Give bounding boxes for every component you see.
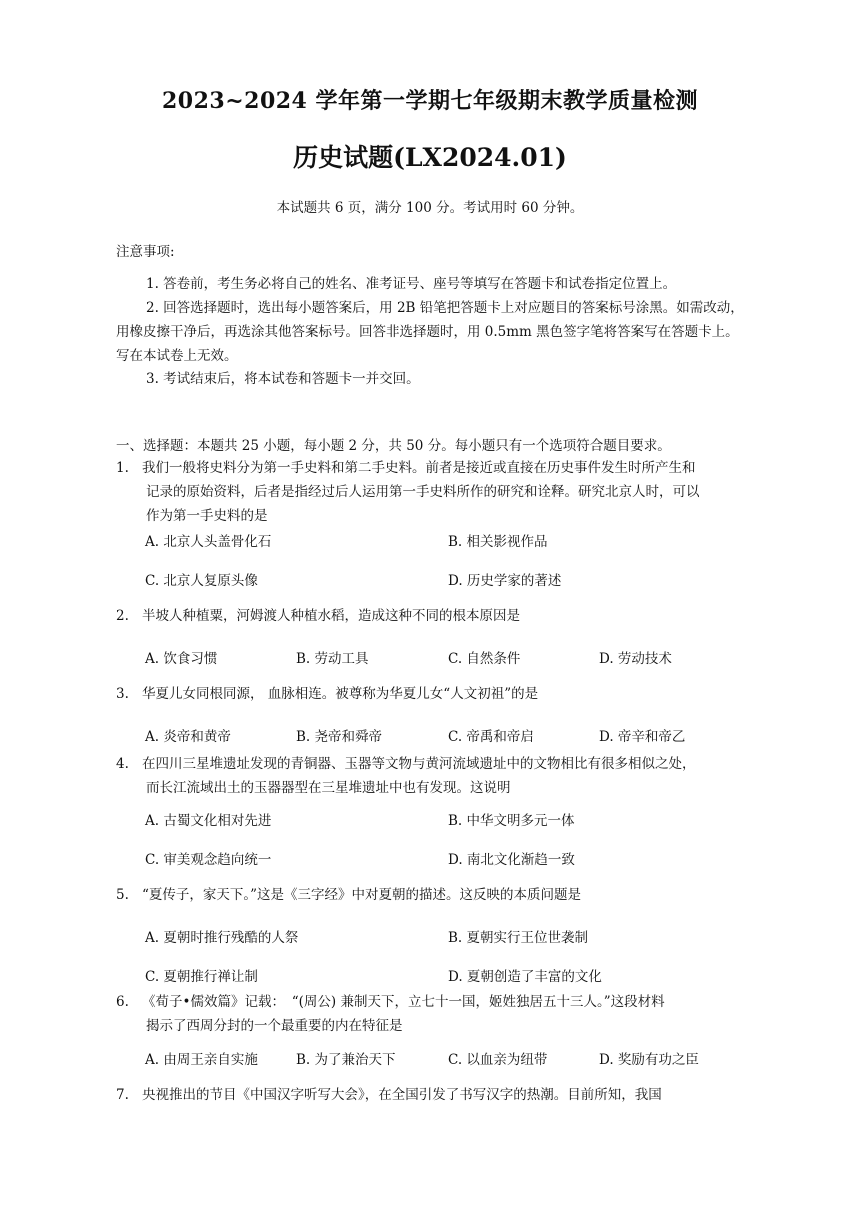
question-number: 3. <box>116 686 129 702</box>
option-a: A. 夏朝时推行残酷的人祭 <box>145 930 299 946</box>
question-6 <box>116 990 746 1038</box>
option-a: A. 饮食习惯 <box>145 651 218 667</box>
question-number: 2. <box>116 608 129 624</box>
question-number: 7. <box>116 1087 129 1103</box>
question-7 <box>116 1083 746 1107</box>
option-d: D. 帝辛和帝乙 <box>599 729 686 745</box>
question-text: 而长江流域出土的玉器器型在三星堆遗址中也有发现。这说明 <box>146 780 511 796</box>
section-heading: 一、选择题：本题共 25 小题，每小题 2 分，共 50 分。每小题只有一个选项符合题目要求。 <box>116 438 671 454</box>
option-c: C. 夏朝推行禅让制 <box>145 969 258 985</box>
option-c: C. 自然条件 <box>448 651 521 667</box>
question-text: “夏传子，家天下。”这是《三字经》中对夏朝的描述。这反映的本质问题是 <box>142 887 582 903</box>
option-c: C. 北京人复原头像 <box>145 573 258 589</box>
option-d: D. 夏朝创造了丰富的文化 <box>448 969 602 985</box>
option-c: C. 以血亲为纽带 <box>448 1052 548 1068</box>
option-b: B. 相关影视作品 <box>448 534 548 550</box>
note-item: 3. 考试结束后，将本试卷和答题卡一并交回。 <box>146 371 420 387</box>
option-d: D. 劳动技术 <box>599 651 672 667</box>
option-b: B. 夏朝实行王位世袭制 <box>448 930 589 946</box>
question-text: 华夏儿女同根同源， 血脉相连。被尊称为华夏儿女“人文初祖”的是 <box>142 686 539 702</box>
option-c: C. 帝禹和帝启 <box>448 729 534 745</box>
exam-info: 本试题共 6 页，满分 100 分。考试用时 60 分钟。 <box>276 200 584 216</box>
question-text: 作为第一手史料的是 <box>146 508 268 524</box>
question-5 <box>116 883 746 907</box>
option-d: D. 奖励有功之臣 <box>599 1052 699 1068</box>
question-text: 在四川三星堆遗址发现的青铜器、玉器等文物与黄河流域遗址中的文物相比有很多相似之处， <box>142 756 696 772</box>
note-item: 2. 回答选择题时，选出每小题答案后，用 2B 铅笔把答题卡上对应题目的答案标号涂黑。如需改动，用橡皮擦干净后，再选涂其他答案标号。回答非选择题时，用 0.5mm 黑色签字笔将答案写在答题卡上。写在本试卷上无效。 <box>116 300 744 364</box>
question-text: 记录的原始资料，后者是指经过后人运用第一手史料所作的研究和诠释。研究北京人时，可以 <box>146 484 700 500</box>
option-b: B. 尧帝和舜帝 <box>296 729 383 745</box>
question-number: 5. <box>116 887 129 903</box>
question-number: 4. <box>116 756 129 772</box>
question-3 <box>116 682 746 706</box>
option-a: A. 炎帝和黄帝 <box>145 729 231 745</box>
note-item: 1. 答卷前，考生务必将自己的姓名、准考证号、座号等填写在答题卡和试卷指定位置上。 <box>146 276 677 292</box>
option-a: A. 古蜀文化相对先进 <box>145 813 272 829</box>
option-b: B. 中华文明多元一体 <box>448 813 575 829</box>
question-text: 揭示了西周分封的一个最重要的内在特征是 <box>146 1018 403 1034</box>
question-4 <box>116 752 746 800</box>
question-text: 《荀子•儒效篇》记载： “(周公) 兼制天下，立七十一国，姬姓独居五十三人。”这段材料 <box>142 994 665 1010</box>
question-2 <box>116 604 746 628</box>
exam-subtitle: 历史试题(LX2024.01) <box>293 143 567 172</box>
question-number: 1. <box>116 460 129 476</box>
option-d: D. 南北文化渐趋一致 <box>448 852 575 868</box>
question-number: 6. <box>116 994 129 1010</box>
option-a: A. 由周王亲自实施 <box>145 1052 258 1068</box>
option-c: C. 审美观念趋向统一 <box>145 852 272 868</box>
question-text: 半坡人种植粟，河姆渡人种植水稻，造成这种不同的根本原因是 <box>142 608 520 624</box>
question-text: 央视推出的节目《中国汉字听写大会》，在全国引发了书写汉字的热潮。目前所知，我国 <box>142 1087 662 1103</box>
option-d: D. 历史学家的著述 <box>448 573 562 589</box>
option-b: B. 为了兼治天下 <box>296 1052 396 1068</box>
exam-title: 2023~2024 学年第一学期七年级期末教学质量检测 <box>161 88 699 114</box>
question-text: 我们一般将史料分为第一手史料和第二手史料。前者是接近或直接在历史事件发生时所产生和 <box>142 460 696 476</box>
notes-title: 注意事项: <box>116 244 175 260</box>
option-b: B. 劳动工具 <box>296 651 369 667</box>
question-1 <box>116 456 746 528</box>
option-a: A. 北京人头盖骨化石 <box>145 534 272 550</box>
